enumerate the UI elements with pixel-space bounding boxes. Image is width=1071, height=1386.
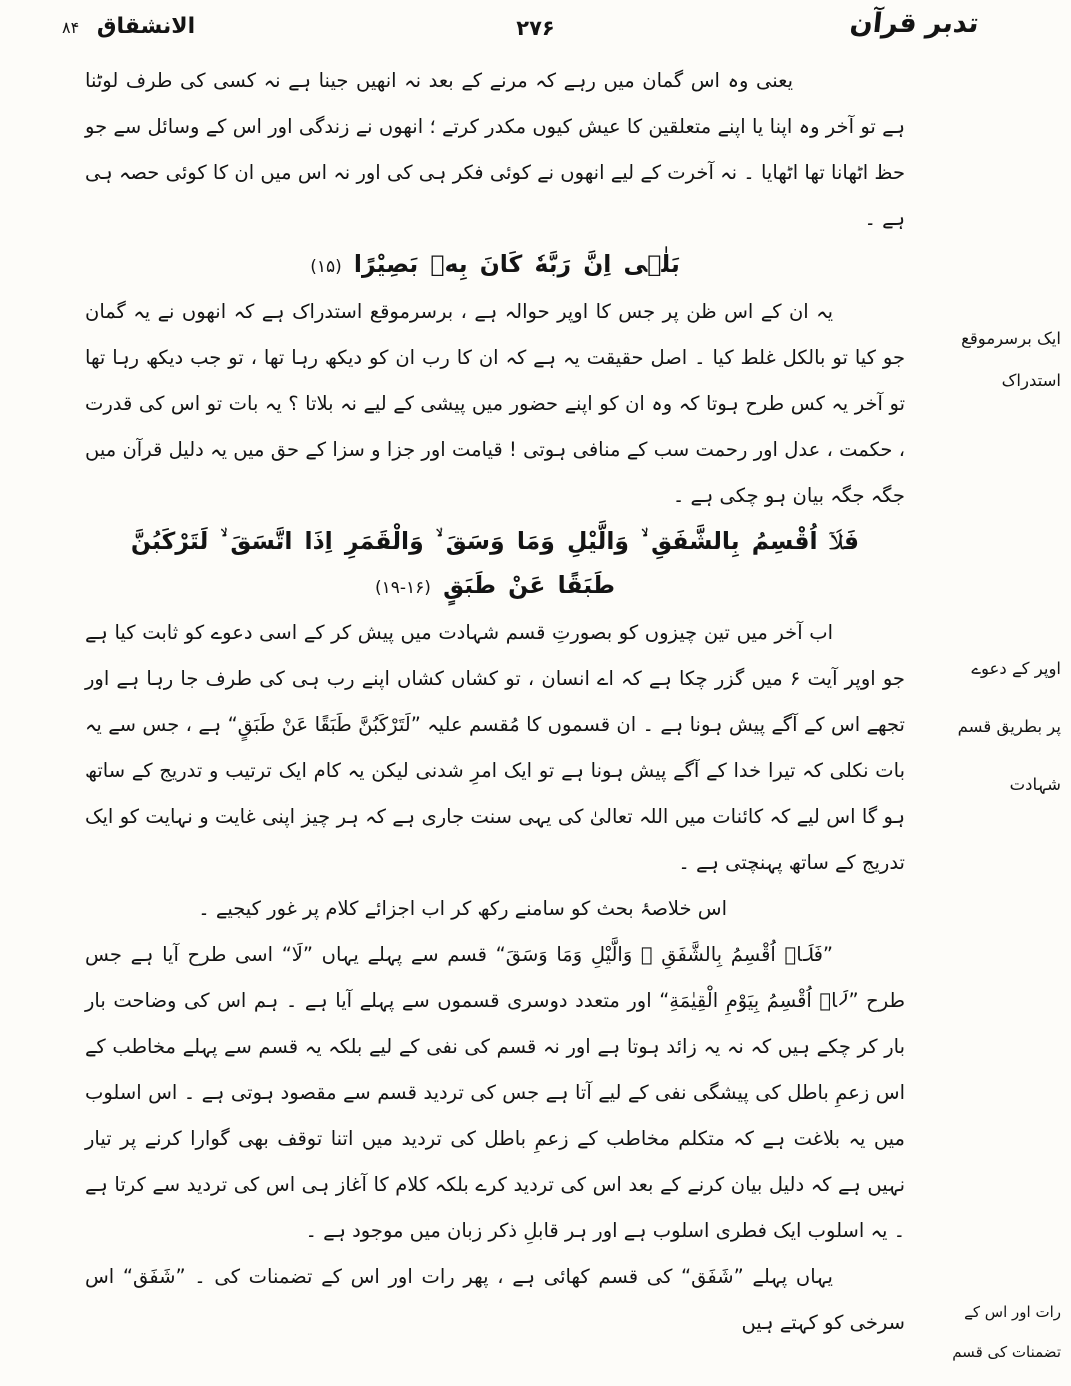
verse-text-line1: فَلَاۤ اُقْسِمُ بِالشَّفَقِ ۙ وَالَّيْلِ وَمَا وَسَقَ ۙ وَالْقَمَرِ اِذَا اتَّسَقَ ۙ لَتَرْكَبُنَّ — [130, 527, 860, 555]
tafsir-paragraph-2: یہ ان کے اس ظن پر جس کا اوپر حوالہ ہے ، برسرموقع استدراک ہے کہ انھوں نے یہ گمان جو کیا تو بالکل غلط کیا ۔ اصل حقیقت یہ ہے کہ ان کا رب ان کو دیکھ رہا تھا ، تو جب دیکھ رہا تھا تو آخر یہ کس طرح ہوتا کہ وہ ان کو اپنے حضور میں پیشی کے لیے نہ بلاتا ؟ یہ بات تو اس کی قدرت ، حکمت ، عدل اور رحمت سب کے منافی ہوتی ! قیامت اور جزا و سزا کے حق میں یہ دلیل قرآن میں جگہ جگہ بیان ہو چکی ہے ۔ — [85, 300, 905, 507]
tafsir-paragraph-1: یعنی وہ اس گمان میں رہے کہ مرنے کے بعد نہ انھیں جینا ہے نہ کسی کی طرف لوٹنا ہے تو آخر وہ اپنا یا اپنے متعلقین کا عیش کیوں مکدر کرتے ؛ انھوں نے زندگی اور اس کے وسائل سے جو حظ اٹھانا تھا اٹھایا ۔ نہ آخرت کے لیے انھوں نے کوئی فکر ہی کی اور نہ اس میں ان کا کوئی حصہ ہی ہے ۔ — [85, 69, 905, 230]
quran-verse-16-19 — [85, 519, 905, 610]
margin-note-line: تضمنات کی قسم — [952, 1343, 1061, 1361]
verse-text-line2: طَبَقًا عَنْ طَبَقٍ — [443, 571, 616, 599]
surah-name: الانشقاق — [96, 14, 196, 39]
tafsir-paragraph-4: اس خلاصۂ بحث کو سامنے رکھ کر اب اجزائے کلام پر غور کیجیے ۔ — [198, 897, 727, 920]
quran-verse-15 — [85, 242, 905, 289]
ayah-range: (۱۶-۱۹) — [374, 578, 431, 598]
surah-number: ۸۴ — [62, 18, 80, 37]
margin-note-line: استدراک — [1001, 371, 1061, 390]
ayah-number: (۱۵) — [310, 257, 342, 277]
margin-note-line: ایک برسرموقع — [961, 329, 1061, 348]
tafsir-paragraph-3: اب آخر میں تین چیزوں کو بصورتِ قسم شہادت میں پیش کر کے اسی دعوے کو ثابت کیا ہے جو اوپر آیت ۶ میں گزر چکا ہے کہ اے انسان ، تو کشاں کشاں اپنے رب ہی کی طرف جا رہا ہے اور تجھے اس کے آگے پیش ہونا ہے ۔ ان قسموں کا مُقسم علیہ ”لَتَرْكَبُنَّ طَبَقًا عَنْ طَبَقٍ“ ہے ، جس سے یہ بات نکلی کہ تیرا خدا کے آگے پیش ہونا ہے تو ایک امرِ شدنی لیکن یہ کام ایک ترتیب و تدریج کے ساتھ ہو گا اس لیے کہ کائنات میں اللہ تعالیٰ کی یہی سنت جاری ہے کہ ہر چیز اپنی غایت و نہایت کو ایک تدریج کے ساتھ پہنچتی ہے ۔ — [85, 621, 905, 874]
page-number: ۲۷۶ — [516, 16, 555, 40]
tafsir-paragraph-5: ”فَلَاۤ اُقْسِمُ بِالشَّفَقِ ۙ وَالَّيْلِ وَمَا وَسَقَ“ قسم سے پہلے یہاں ”لَا“ اسی طرح آیا ہے جس طرح ”لَاۤ اُقْسِمُ بِيَوْمِ الْقِيٰمَةِ“ اور متعدد دوسری قسموں سے پہلے آیا ہے ۔ ہم اس کی وضاحت بار بار کر چکے ہیں کہ نہ یہ زائد ہوتا ہے اور نہ قسم کی نفی کے لیے بلکہ یہ قسم سے پہلے مخاطب کے اس زعمِ باطل کی پیشگی نفی کے لیے آتا ہے جس کی تردید قسم سے مقصود ہوتی ہے ۔ اس اسلوب میں یہ بلاغت ہے کہ متکلم مخاطب کے زعمِ باطل کی تردید میں اتنا توقف بھی گوارا کرنے پر تیار نہیں ہے کہ دلیل بیان کرنے کے بعد اس کی تردید کرے بلکہ کلام کا آغاز ہی اس کی تردید سے کرتا ہے ۔ یہ اسلوب ایک فطری اسلوب ہے اور ہر قابلِ ذکر زبان میں موجود ہے ۔ — [85, 943, 905, 1242]
margin-note-line: رات اور اس کے — [964, 1303, 1061, 1321]
main-text-column — [85, 58, 905, 1346]
book-title: تدبر قرآن — [848, 8, 981, 39]
margin-note-istidrak — [909, 318, 1061, 402]
surah-header — [62, 14, 195, 39]
verse-text: بَلٰۤی اِنَّ رَبَّهٗ كَانَ بِهٖ بَصِيْرًا — [353, 250, 680, 278]
margin-note-shahadat — [909, 640, 1061, 814]
margin-note-raat-qasam — [909, 1292, 1061, 1372]
margin-note-line: اوپر کے دعوے — [971, 659, 1061, 678]
margin-note-line: پر بطریق قسم — [957, 717, 1061, 736]
tafsir-paragraph-6: یہاں پہلے ”شَفَق“ کی قسم کھائی ہے ، پھر رات اور اس کے تضمنات کی ۔ ”شَفَق“ اس سرخی کو کہتے ہیں — [85, 1265, 905, 1334]
margin-note-line: شہادت — [1009, 775, 1061, 794]
